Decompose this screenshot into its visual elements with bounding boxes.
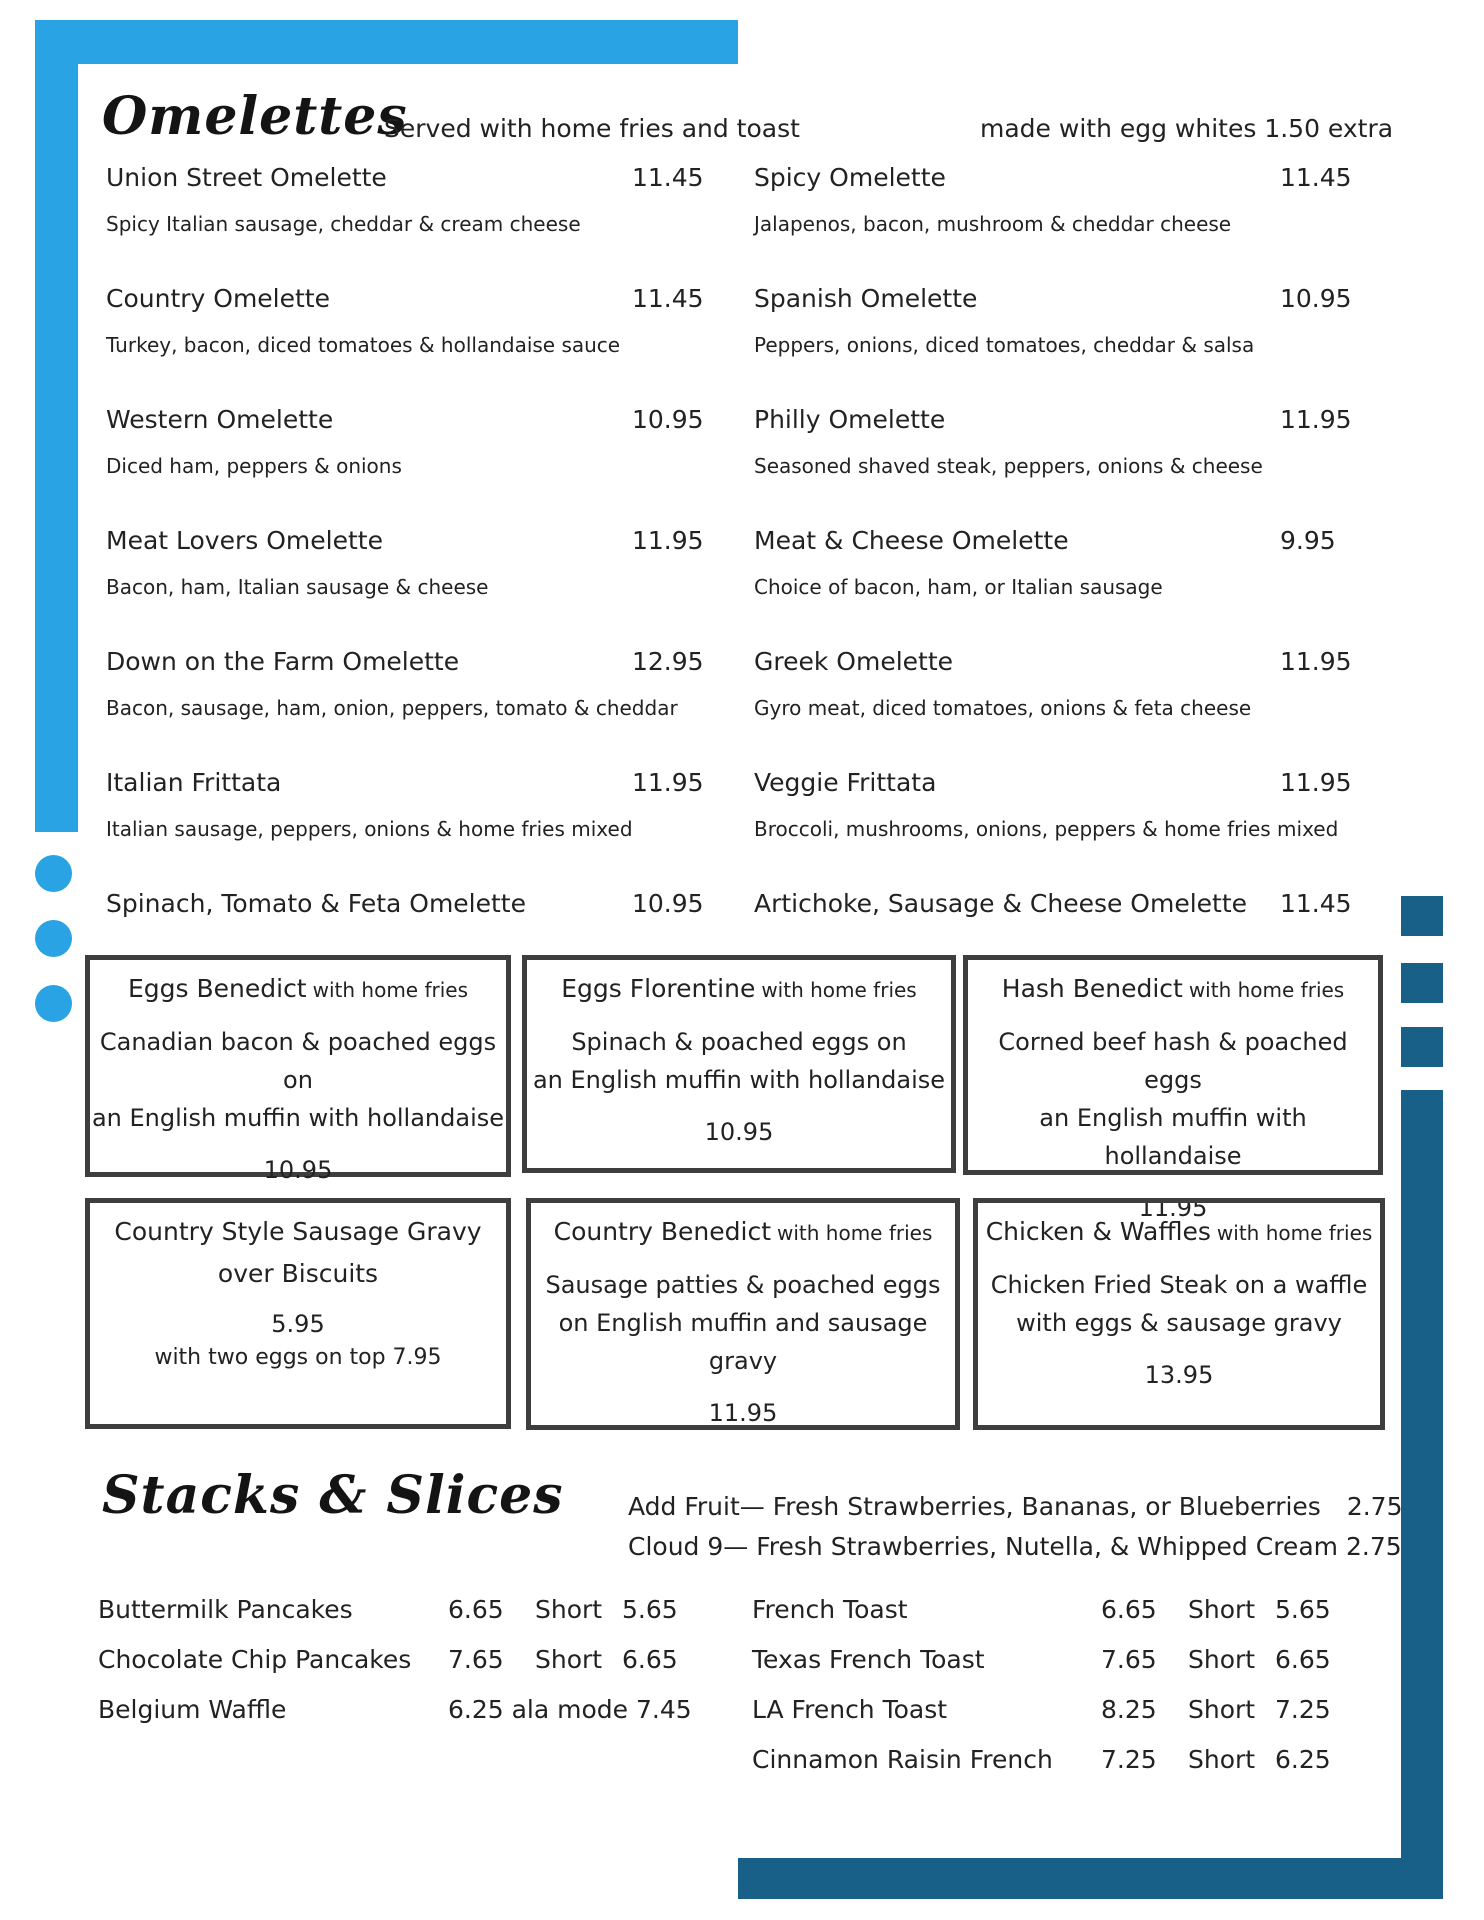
stack-item-name: Buttermilk Pancakes xyxy=(98,1595,353,1624)
stack-item-name: Belgium Waffle xyxy=(98,1695,287,1724)
stacks-title: Stacks & Slices xyxy=(102,1465,564,1526)
omelette-name: Italian Frittata xyxy=(106,768,282,797)
special-price: 5.95 xyxy=(271,1310,325,1338)
special-title: Chicken & Waffles with home fries xyxy=(985,1217,1373,1246)
omelette-name: Union Street Omelette xyxy=(106,163,387,192)
stack-item-price: 7.25 xyxy=(1101,1745,1157,1774)
omelette-name: Spicy Omelette xyxy=(754,163,946,192)
omelette-name: Country Omelette xyxy=(106,284,330,313)
navy-square-2 xyxy=(1401,963,1443,1003)
omelette-description: Gyro meat, diced tomatoes, onions & feta cheese xyxy=(754,696,1252,720)
stack-item-price: 7.65 xyxy=(448,1645,504,1674)
top-left-blue-bar xyxy=(35,20,738,64)
omelette-name: Greek Omelette xyxy=(754,647,954,676)
stack-short-label: Short xyxy=(1188,1695,1256,1724)
omelette-description: Peppers, onions, diced tomatoes, cheddar & salsa xyxy=(754,333,1255,357)
special-title: Hash Benedict with home fries xyxy=(1001,974,1345,1003)
omelette-price: 11.95 xyxy=(632,526,704,555)
stack-item-price: 7.65 xyxy=(1101,1645,1157,1674)
special-box-hash-benedict xyxy=(963,955,1383,1222)
omelette-name: Down on the Farm Omelette xyxy=(106,647,460,676)
omelette-name: Spanish Omelette xyxy=(754,284,978,313)
special-title: Country Style Sausage Gravy xyxy=(114,1217,482,1246)
special-line: on English muffin and sausage gravy xyxy=(558,1309,928,1375)
omelette-price: 11.95 xyxy=(1280,647,1352,676)
add-fruit-note: Add Fruit— Fresh Strawberries, Bananas, or Blueberries 2.75 xyxy=(628,1492,1403,1521)
stack-item-price: 6.65 xyxy=(1101,1595,1157,1624)
omelette-description: Bacon, ham, Italian sausage & cheese xyxy=(106,575,489,599)
omelette-description: Turkey, bacon, diced tomatoes & hollandaise sauce xyxy=(106,333,621,357)
special-price: 10.95 xyxy=(263,1156,333,1184)
omelette-price: 11.95 xyxy=(1280,768,1352,797)
omelette-price: 10.95 xyxy=(632,889,704,918)
special-extra: with two eggs on top 7.95 xyxy=(154,1345,442,1370)
served-with-note: Served with home fries and toast xyxy=(384,114,800,143)
blue-dot-2 xyxy=(35,920,72,957)
omelette-description: Bacon, sausage, ham, onion, peppers, tomato & cheddar xyxy=(106,696,678,720)
stack-short-price: 6.25 xyxy=(1275,1745,1331,1774)
left-blue-bar xyxy=(35,20,78,832)
navy-square-1 xyxy=(1401,896,1443,936)
omelette-name: Philly Omelette xyxy=(754,405,946,434)
stack-item-price: 6.25 ala mode 7.45 xyxy=(448,1695,692,1724)
omelette-price: 11.45 xyxy=(632,284,704,313)
omelette-description: Jalapenos, bacon, mushroom & cheddar cheese xyxy=(754,212,1232,236)
stack-short-label: Short xyxy=(1188,1745,1256,1774)
omelette-name: Spinach, Tomato & Feta Omelette xyxy=(106,889,526,918)
stack-item-name: Chocolate Chip Pancakes xyxy=(98,1645,412,1674)
omelette-description: Italian sausage, peppers, onions & home fries mixed xyxy=(106,817,633,841)
special-price: 13.95 xyxy=(1144,1361,1214,1389)
navy-square-3 xyxy=(1401,1027,1443,1067)
stack-item-name: LA French Toast xyxy=(752,1695,948,1724)
omelette-name: Veggie Frittata xyxy=(754,768,937,797)
special-box-eggs-benedict xyxy=(85,955,511,1184)
blue-dot-1 xyxy=(35,855,72,892)
omelette-name: Western Omelette xyxy=(106,405,334,434)
stack-short-price: 7.25 xyxy=(1275,1695,1331,1724)
special-box-sausage-gravy xyxy=(85,1198,511,1429)
special-line: Chicken Fried Steak on a waffle xyxy=(990,1271,1368,1299)
special-line: Spinach & poached eggs on xyxy=(571,1028,907,1056)
special-title: Country Benedict with home fries xyxy=(553,1217,933,1246)
omelette-price: 11.95 xyxy=(1280,405,1352,434)
omelette-price: 12.95 xyxy=(632,647,704,676)
omelette-price: 11.45 xyxy=(1280,889,1352,918)
omelette-description: Choice of bacon, ham, or Italian sausage xyxy=(754,575,1163,599)
right-navy-bar xyxy=(1401,1090,1443,1899)
omelette-price: 11.45 xyxy=(632,163,704,192)
special-line: Sausage patties & poached eggs xyxy=(545,1271,941,1299)
omelettes-title: Omelettes xyxy=(102,86,408,147)
omelette-price: 10.95 xyxy=(1280,284,1352,313)
stack-short-label: Short xyxy=(535,1645,603,1674)
special-box-eggs-florentine xyxy=(522,955,956,1173)
special-line: an English muffin with hollandaise xyxy=(532,1066,946,1094)
omelette-name: Meat & Cheese Omelette xyxy=(754,526,1069,555)
special-title: Eggs Florentine with home fries xyxy=(561,974,917,1003)
stack-short-price: 5.65 xyxy=(622,1595,678,1624)
stack-short-label: Short xyxy=(1188,1645,1256,1674)
special-price: 11.95 xyxy=(1138,1194,1208,1222)
omelette-price: 10.95 xyxy=(632,405,704,434)
stack-item-name: Texas French Toast xyxy=(752,1645,985,1674)
special-title: Eggs Benedict with home fries xyxy=(127,974,469,1003)
special-box-chicken-waffles xyxy=(973,1198,1385,1430)
special-title-line2: over Biscuits xyxy=(217,1259,379,1288)
stack-item-price: 6.65 xyxy=(448,1595,504,1624)
stack-item-name: French Toast xyxy=(752,1595,908,1624)
omelette-description: Seasoned shaved steak, peppers, onions & cheese xyxy=(754,454,1263,478)
stack-short-price: 6.65 xyxy=(622,1645,678,1674)
special-line: an English muffin with hollandaise xyxy=(1039,1104,1307,1170)
omelette-name: Meat Lovers Omelette xyxy=(106,526,383,555)
omelette-price: 9.95 xyxy=(1280,526,1336,555)
omelette-description: Diced ham, peppers & onions xyxy=(106,454,402,478)
omelette-description: Broccoli, mushrooms, onions, peppers & home fries mixed xyxy=(754,817,1339,841)
omelette-price: 11.95 xyxy=(632,768,704,797)
omelette-description: Spicy Italian sausage, cheddar & cream cheese xyxy=(106,212,581,236)
stack-short-price: 6.65 xyxy=(1275,1645,1331,1674)
special-line: Corned beef hash & poached eggs xyxy=(998,1028,1348,1094)
special-box-country-benedict xyxy=(526,1198,960,1430)
cloud9-note: Cloud 9— Fresh Strawberries, Nutella, & Whipped Cream 2.75 xyxy=(628,1532,1402,1561)
stack-short-label: Short xyxy=(1188,1595,1256,1624)
omelette-name: Artichoke, Sausage & Cheese Omelette xyxy=(754,889,1248,918)
special-line: an English muffin with hollandaise xyxy=(91,1104,505,1132)
special-price: 11.95 xyxy=(708,1399,778,1427)
special-line: Canadian bacon & poached eggs on xyxy=(99,1028,497,1094)
special-price: 10.95 xyxy=(704,1118,774,1146)
blue-dot-3 xyxy=(35,985,72,1022)
bottom-navy-bar xyxy=(738,1858,1443,1899)
stack-short-price: 5.65 xyxy=(1275,1595,1331,1624)
special-line: with eggs & sausage gravy xyxy=(1016,1309,1342,1337)
stack-short-label: Short xyxy=(535,1595,603,1624)
egg-whites-note: made with egg whites 1.50 extra xyxy=(980,114,1394,143)
omelette-price: 11.45 xyxy=(1280,163,1352,192)
stack-item-name: Cinnamon Raisin French xyxy=(752,1745,1053,1774)
stack-item-price: 8.25 xyxy=(1101,1695,1157,1724)
